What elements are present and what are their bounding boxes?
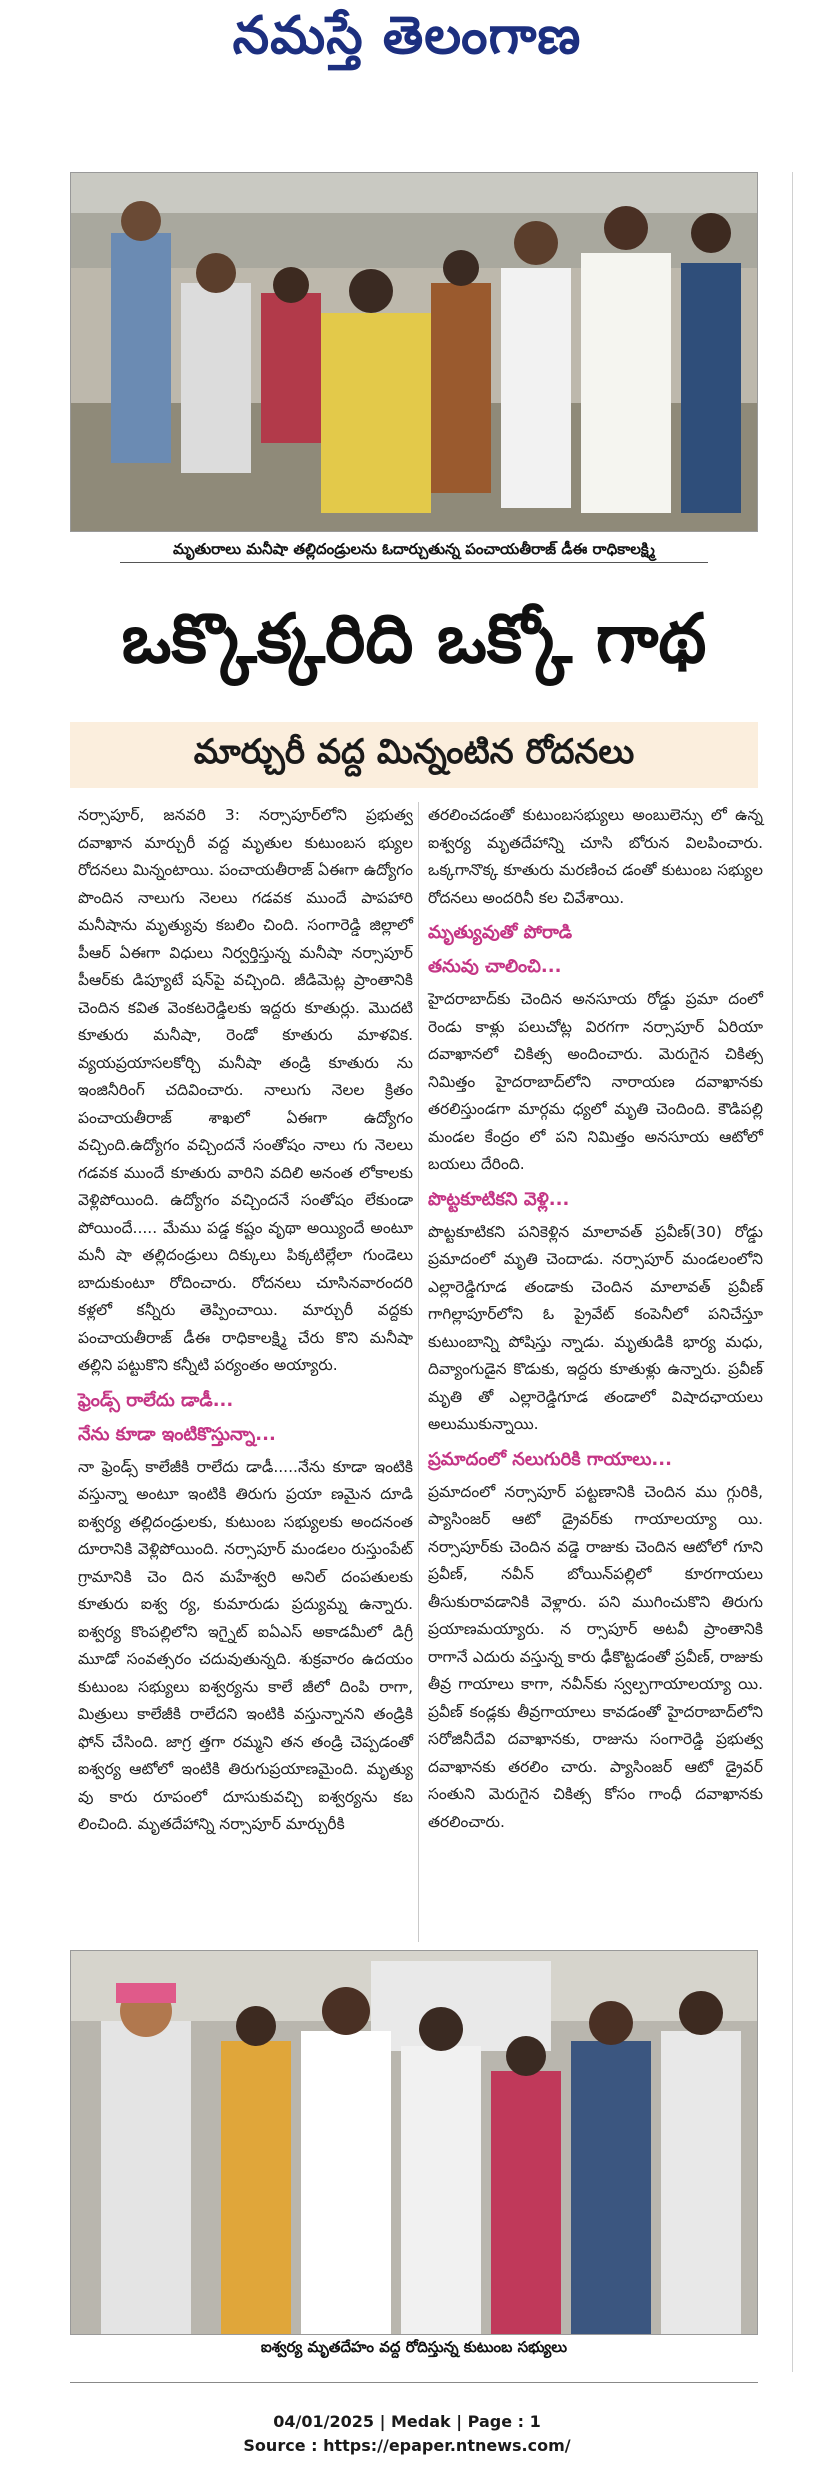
section-subheading: ఫ్రెండ్స్ రాలేదు డాడీ... (78, 1389, 234, 1411)
article-paragraph: నర్సాపూర్, జనవరి 3: నర్సాపూర్‌లోని ప్రభుత్వ దవాఖాన మార్చురీ వద్ద మృతుల కుటుంబస భ్యుల రోదనలు మిన్నంటాయి. పంచాయతీరాజ్ ఏఈగా ఉద్యోగం పొందిన నాలుగు నెలలు గడవక ముందే పాపహారి మనీషాను మృత్యువు కబలిం చింది. సంగారెడ్డి జిల్లాలో పీఆర్ ఏఈగా విధులు నిర్వర్తిస్తున్న మనీషా నర్సాపూర్ పీఆర్‌కు డిప్యూటే షన్‌పై వచ్చింది. జీడిమెట్ల ప్రాంతానికి చెందిన కవిత వెంకటరెడ్డిలకు ఇద్దరు కూతుర్లు. మొదటి కూతురు మనీషా, రెండో కూతురు మాళవిక. వ్యయప్రయాసలకోర్చి మనీషా తండ్రి కూతురు ను ఇంజినీరింగ్ చదివించారు. నాలుగు నెలల క్రితం పంచాయతీరాజ్ శాఖలో ఏఈగా ఉద్యోగం వచ్చింది.ఉద్యోగం వచ్చిందనే సంతోషం నాలు గు నెలలు గడవక ముందే కూతురు వారిని వదిలి అనంత లోకాలకు వెళ్లిపోయింది. ఉద్యోగం వచ్చిందనే సంతోషం లేకుండా పోయిందే..... మేము పడ్డ కష్టం వృథా అయ్యిందే అంటూ మనీ షా తల్లిదండ్రులు దిక్కులు పిక్కటిల్లేలా గుండెలు బాదుకుంటూ రోదించారు. రోదనలు చూసినవారందరి కళ్లలో కన్నీరు తెప్పించాయి. మార్చురీ వద్దకు పంచాయతీరాజ్ డీఈ రాధికాలక్ష్మి చేరు కొని మనీషా తల్లిని పట్టుకొని కన్నీటి పర్యంతం అయ్యారు. (78, 806, 413, 1374)
section-subheading: నేను కూడా ఇంటికొస్తున్నా... (78, 1423, 276, 1445)
column-divider (418, 802, 419, 1942)
footer-rule (70, 2382, 758, 2383)
subheadline-band (70, 722, 758, 788)
section-subheading: ప్రమాదంలో నలుగురికి గాయాలు... (428, 1448, 672, 1470)
article-paragraph: నా ఫ్రెండ్స్ కాలేజీకి రాలేదు డాడీ.....నేను కూడా ఇంటికి వస్తున్నా అంటూ ఇంటికి తిరుగు ప్రయా ణమైన దూడి ఐశ్వర్య తల్లిదండ్రులకు, కుటుంబ సభ్యులకు అందనంత దూరానికి వెళ్లిపోయింది. నర్సాపూర్ మండలం రుస్తుంపేట్ గ్రామానికి చెం దిన మహేశ్వరి అనిల్ దంపతులకు కూతురు ఐశ్వ ర్య, కుమారుడు ప్రద్యుమ్న ఉన్నారు. ఐశ్వర్య కొంపల్లిలోని ఇగ్నైట్ ఐఏఎస్ అకాడమీలో డిగ్రీ మూడో సంవత్సరం చదువుతున్నది. శుక్రవారం ఉదయం కుటుంబ సభ్యులు ఐశ్వర్యను కాలే జీలో దింపి రాగా, మిత్రులు కాలేజీకి రాలేదని ఇంటికి వస్తున్నానని తండ్రికి ఫోన్ చేసింది. జాగ్ర త్తగా రమ్మని తన తండ్రి చెప్పడంతో ఐశ్వర్య ఆటోలో ఇంటికి తిరుగుప్రయాణమైంది. మృత్యు వు కారు రూపంలో దూసుకువచ్చి ఐశ్వర్యను కబ లించింది. మృతదేహాన్ని నర్సాపూర్ మార్చురీకి (78, 1457, 413, 1833)
section-subheading: మృత్యువుతో పోరాడి (428, 922, 573, 943)
newspaper-logo: నమస్తే తెలంగాణ (232, 6, 582, 66)
subheadline: మార్చురీ వద్ద మిన్నంటిన రోదనలు (193, 732, 635, 772)
top-photo-caption: మృతురాలు మనీషా తల్లిదండ్రులను ఓదార్చుతున్న పంచాయతీరాజ్ డీఈ రాధికాలక్ష్మి (173, 540, 655, 558)
footer-date-edition: 04/01/2025 | Medak | Page : 1 (273, 2412, 541, 2431)
article-paragraph: ప్రమాదంలో నర్సాపూర్ పట్టణానికి చెందిన ము గ్గురికి, ప్యాసింజర్ ఆటో డ్రైవర్‌కు గాయాలయ్యా యి. నర్సాపూర్‌కు చెందిన వడ్డె రాజుకు చెందిన ఆటోలో గూని ప్రవీణ్, నవీన్ బోయిన్‌పల్లిలో కూరగాయలు తీసుకురావడానికి వెళ్లారు. పని ముగించుకొని తిరుగు ప్రయాణమయ్యారు. న ర్సాపూర్ అటవీ ప్రాంతానికి రాగానే ఎదురు వస్తున్న కారు ఢీకొట్టడంతో ప్రవీణ్, రాజుకు తీవ్ర గాయాలు కాగా, నవీన్‌కు స్వల్పగాయాలయ్యా యి. ప్రవీణ్ కండ్లకు తీవ్రగాయాలు కావడంతో హైదరాబాద్‌లోని సరోజినీదేవి దవాఖానకు, రాజును సంగారెడ్డి ప్రభుత్వ దవాఖానకు తరలిం చారు. ప్యాసింజర్ ఆటో డ్రైవర్ సంతుని మెరుగైన చికిత్స కోసం గాంధీ దవాఖానకు తరలించారు. (428, 1482, 763, 1831)
article-paragraph: పొట్టకూటికని పనికెళ్లిన మాలావత్ ప్రవీణ్(30) రోడ్డు ప్రమాదంలో మృతి చెందాడు. నర్సాపూర్ మండలంలోని ఎల్లారెడ్డిగూడ తండాకు చెందిన మాలావత్ ప్రవీణ్ గాగిల్లాపూర్‌లోని ఓ ప్రైవేట్ కంపెనీలో పనిచేస్తూ కుటుంబాన్ని పోషిస్తు న్నాడు. మృతుడికి భార్య మధు, దివ్యాంగుడైన కొడుకు, ఇద్దరు కూతుళ్లు ఉన్నారు. ప్రవీణ్ మృతి తో ఎల్లారెడ్డిగూడ తండాలో విషాదఛాయలు అలుముకున్నాయి. (428, 1222, 763, 1433)
article-paragraph: తరలించడంతో కుటుంబసభ్యులు అంబులెన్సు లో ఉన్న ఐశ్వర్య మృతదేహాన్ని చూసి బోరున విలపించారు. ఒక్కగానొక్క కూతురు మరణించ డంతో కుటుంబ సభ్యుల రోదనలు అందరినీ కల చివేశాయి. (428, 806, 763, 907)
bottom-photo-caption: ఐశ్వర్య మృతదేహం వద్ద రోదిస్తున్న కుటుంబ సభ్యులు (260, 2338, 568, 2356)
footer-source: Source : https://epaper.ntnews.com/ (243, 2436, 571, 2455)
article-column-left (78, 802, 413, 1932)
article-column-right (428, 802, 763, 1942)
bottom-news-photo (70, 1950, 758, 2335)
caption-underline (120, 562, 708, 563)
headline: ఒక్కొక్కరిది ఒక్కో గాథ (121, 600, 707, 679)
top-news-photo (70, 172, 758, 532)
page-edge-line (792, 172, 793, 2372)
masthead (0, 0, 814, 90)
section-subheading: తనువు చాలించి... (428, 956, 562, 977)
article-paragraph: హైదరాబాద్‌కు చెందిన అనసూయ రోడ్డు ప్రమా దంలో రెండు కాళ్లు పలుచోట్ల విరగగా నర్సాపూర్ ఏరియా దవాఖానలో చికిత్స అందించారు. మెరుగైన చికిత్స నిమిత్తం హైదరాబాద్‌లోని నారాయణ దవాఖానకు తరలిస్తుండగా మార్గమ ధ్యలో మృతి చెందింది. కౌడిపల్లి మండల కేంద్రం లో పని నిమిత్తం అనసూయ ఆటోలో బయలు దేరింది. (428, 990, 763, 1173)
section-subheading: పొట్టకూటికని వెళ్లి... (428, 1188, 570, 1210)
